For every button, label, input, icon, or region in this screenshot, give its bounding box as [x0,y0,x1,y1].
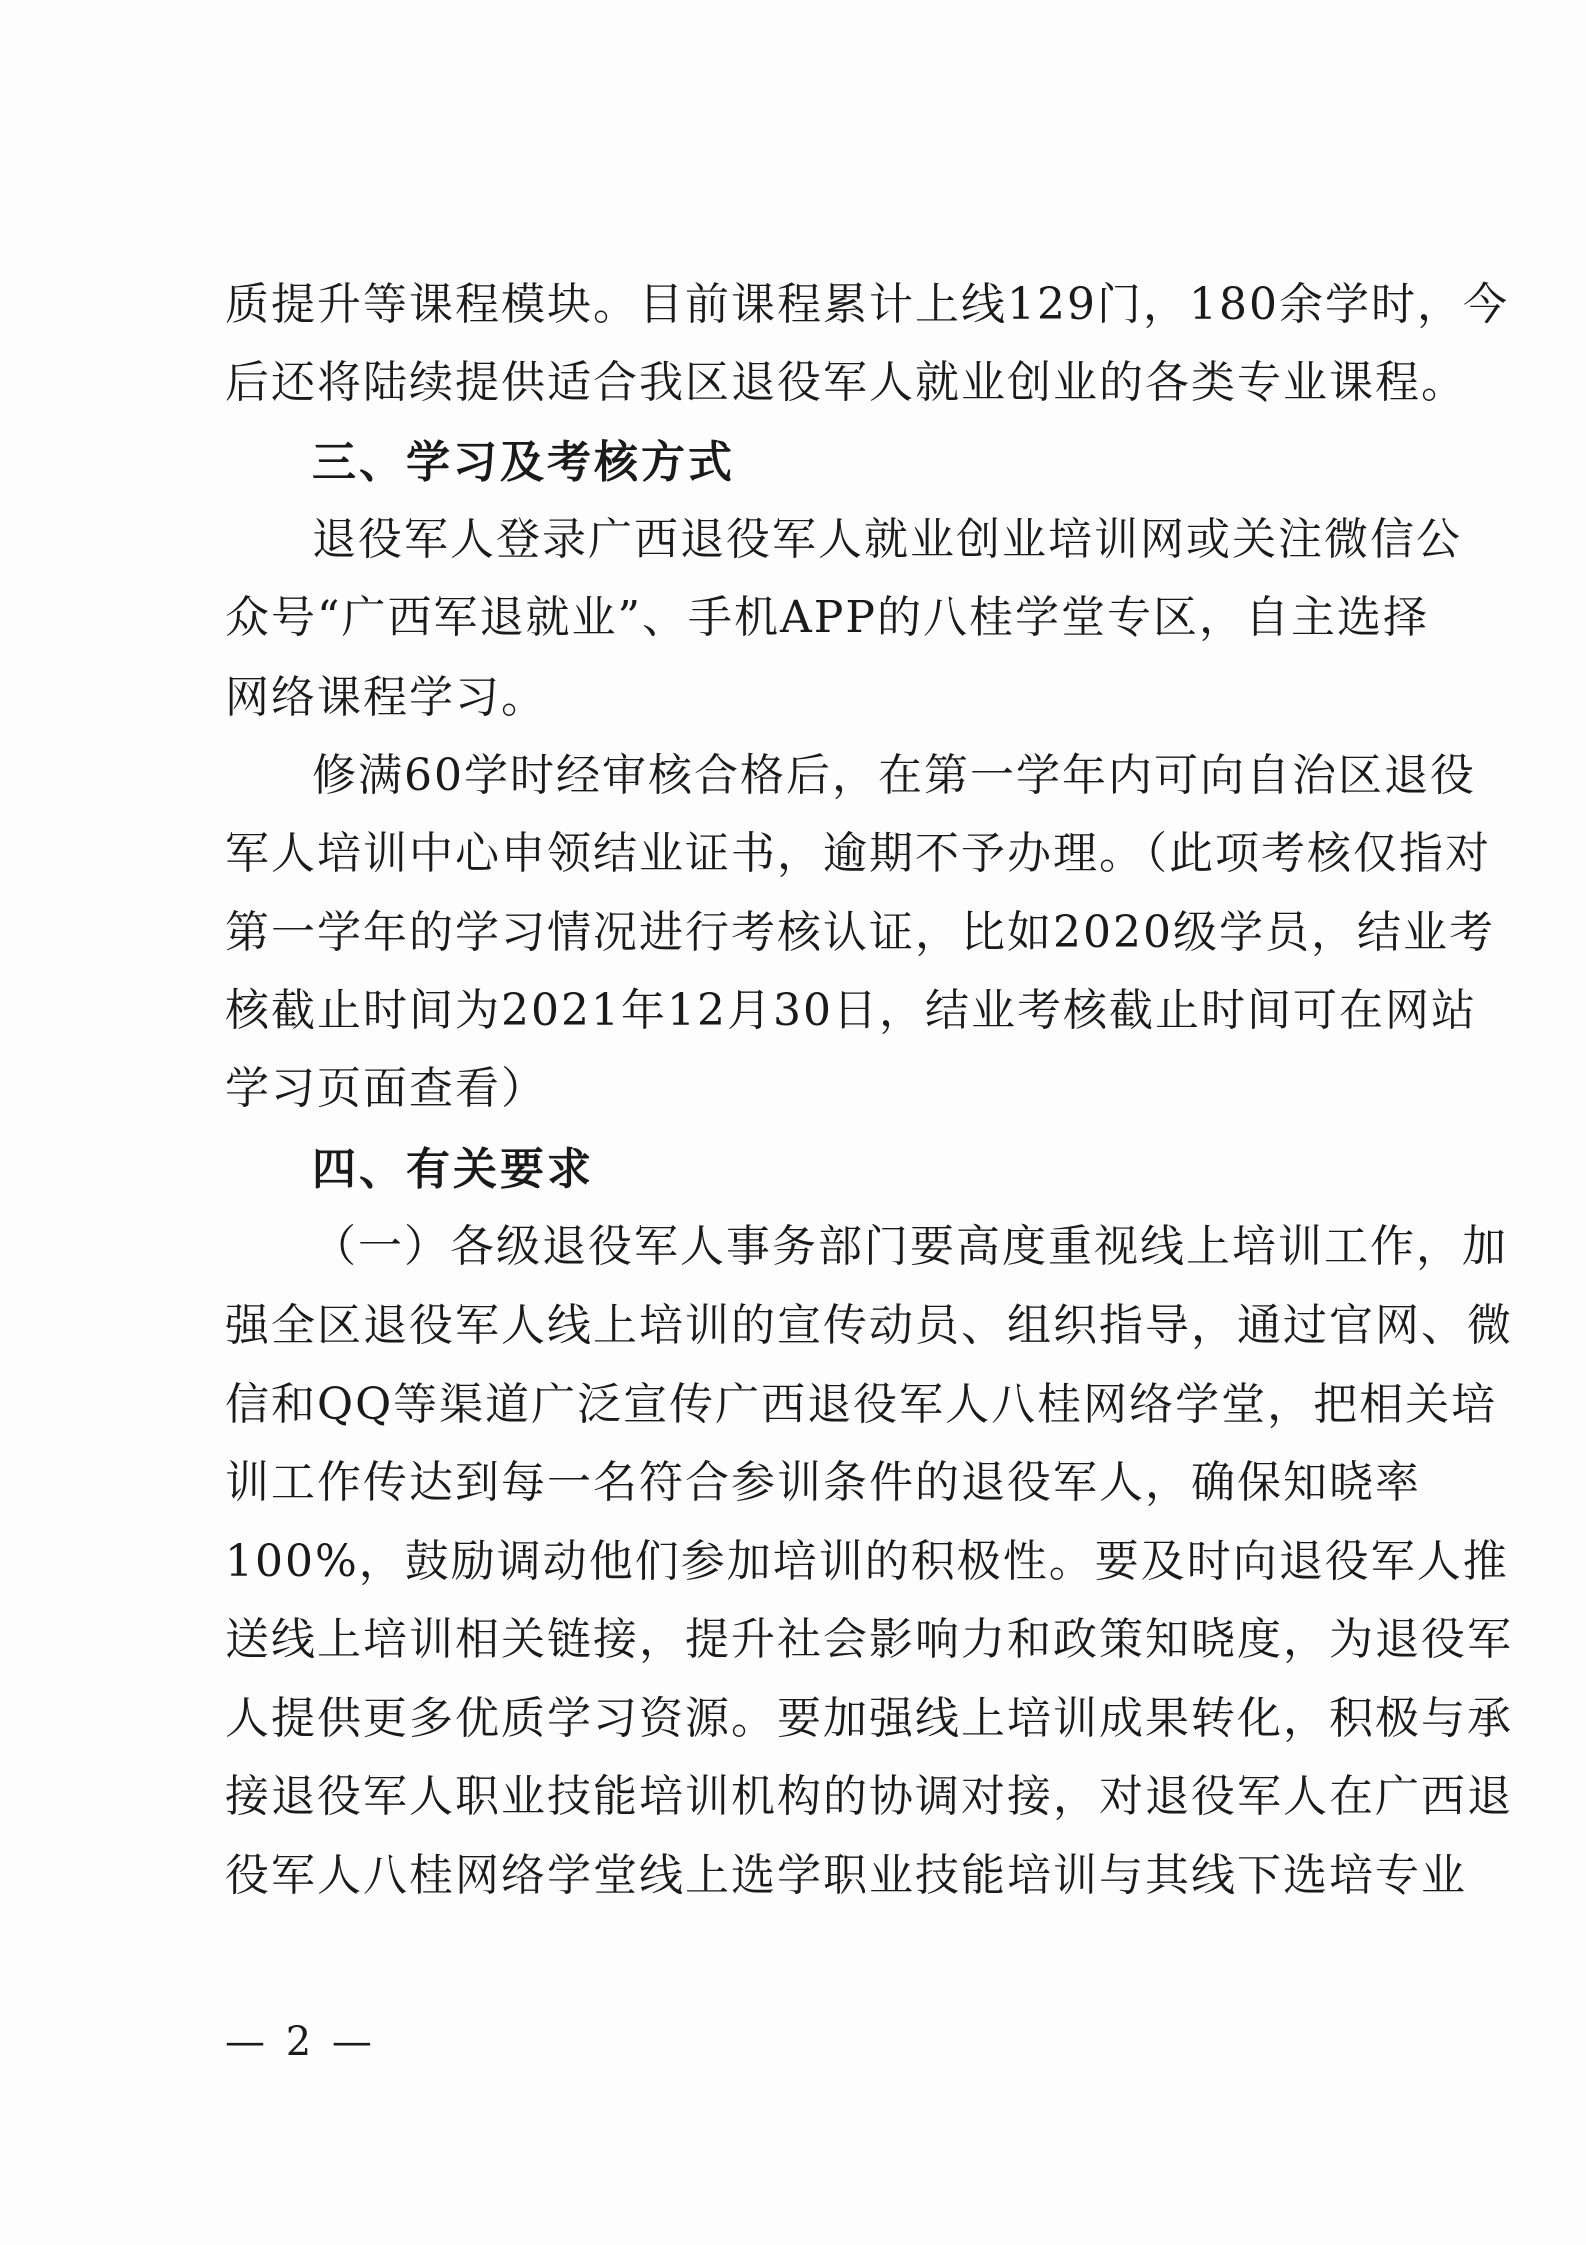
body-text-line: 强全区退役军人线上培训的宣传动员、组织指导，通过官网、微 [225,1300,1513,1351]
page-number: — 2 — [225,2019,376,2065]
body-text-line: 训工作传达到每一名符合参训条件的退役军人，确保知晓率 [225,1457,1421,1508]
body-text-line: 核截止时间为2021年12月30日，结业考核截止时间可在网站 [225,985,1477,1036]
body-text-line: 第一学年的学习情况进行考核认证，比如2020级学员，结业考 [225,907,1495,958]
body-text-line: 信和QQ等渠道广泛宣传广西退役军人八桂网络学堂，把相关培 [225,1379,1498,1430]
body-text-line: 众号“广西军退就业”、手机APP的八桂学堂专区，自主选择 [225,592,1429,643]
body-text-line: （一）各级退役军人事务部门要高度重视线上培训工作，加 [312,1221,1508,1272]
body-text-line: 100%，鼓励调动他们参加培训的积极性。要及时向退役军人推 [225,1536,1509,1587]
body-text-line: 修满60学时经审核合格后，在第一学年内可向自治区退役 [312,750,1476,801]
body-text-line: 退役军人登录广西退役军人就业创业培训网或关注微信公 [312,514,1462,565]
body-text-line: 役军人八桂网络学堂线上选学职业技能培训与其线下选培专业 [225,1850,1467,1901]
body-text-line: 接退役军人职业技能培训机构的协调对接，对退役军人在广西退 [225,1771,1513,1822]
body-text-line: 送线上培训相关链接，提升社会影响力和政策知晓度，为退役军 [225,1614,1513,1665]
section-heading: 四、有关要求 [312,1144,594,1195]
body-text-line: 军人培训中心申领结业证书，逾期不予办理。（此项考核仅指对 [225,828,1491,879]
body-text-line: 人提供更多优质学习资源。要加强线上培训成果转化，积极与承 [225,1693,1513,1744]
body-text-line: 后还将陆续提供适合我区退役军人就业创业的各类专业课程。 [225,357,1467,408]
section-heading: 三、学习及考核方式 [312,437,735,488]
body-text-line: 质提升等课程模块。目前课程累计上线129门，180余学时，今 [225,279,1509,330]
body-text-line: 学习页面查看） [225,1063,547,1114]
body-text-line: 网络课程学习。 [225,672,547,723]
